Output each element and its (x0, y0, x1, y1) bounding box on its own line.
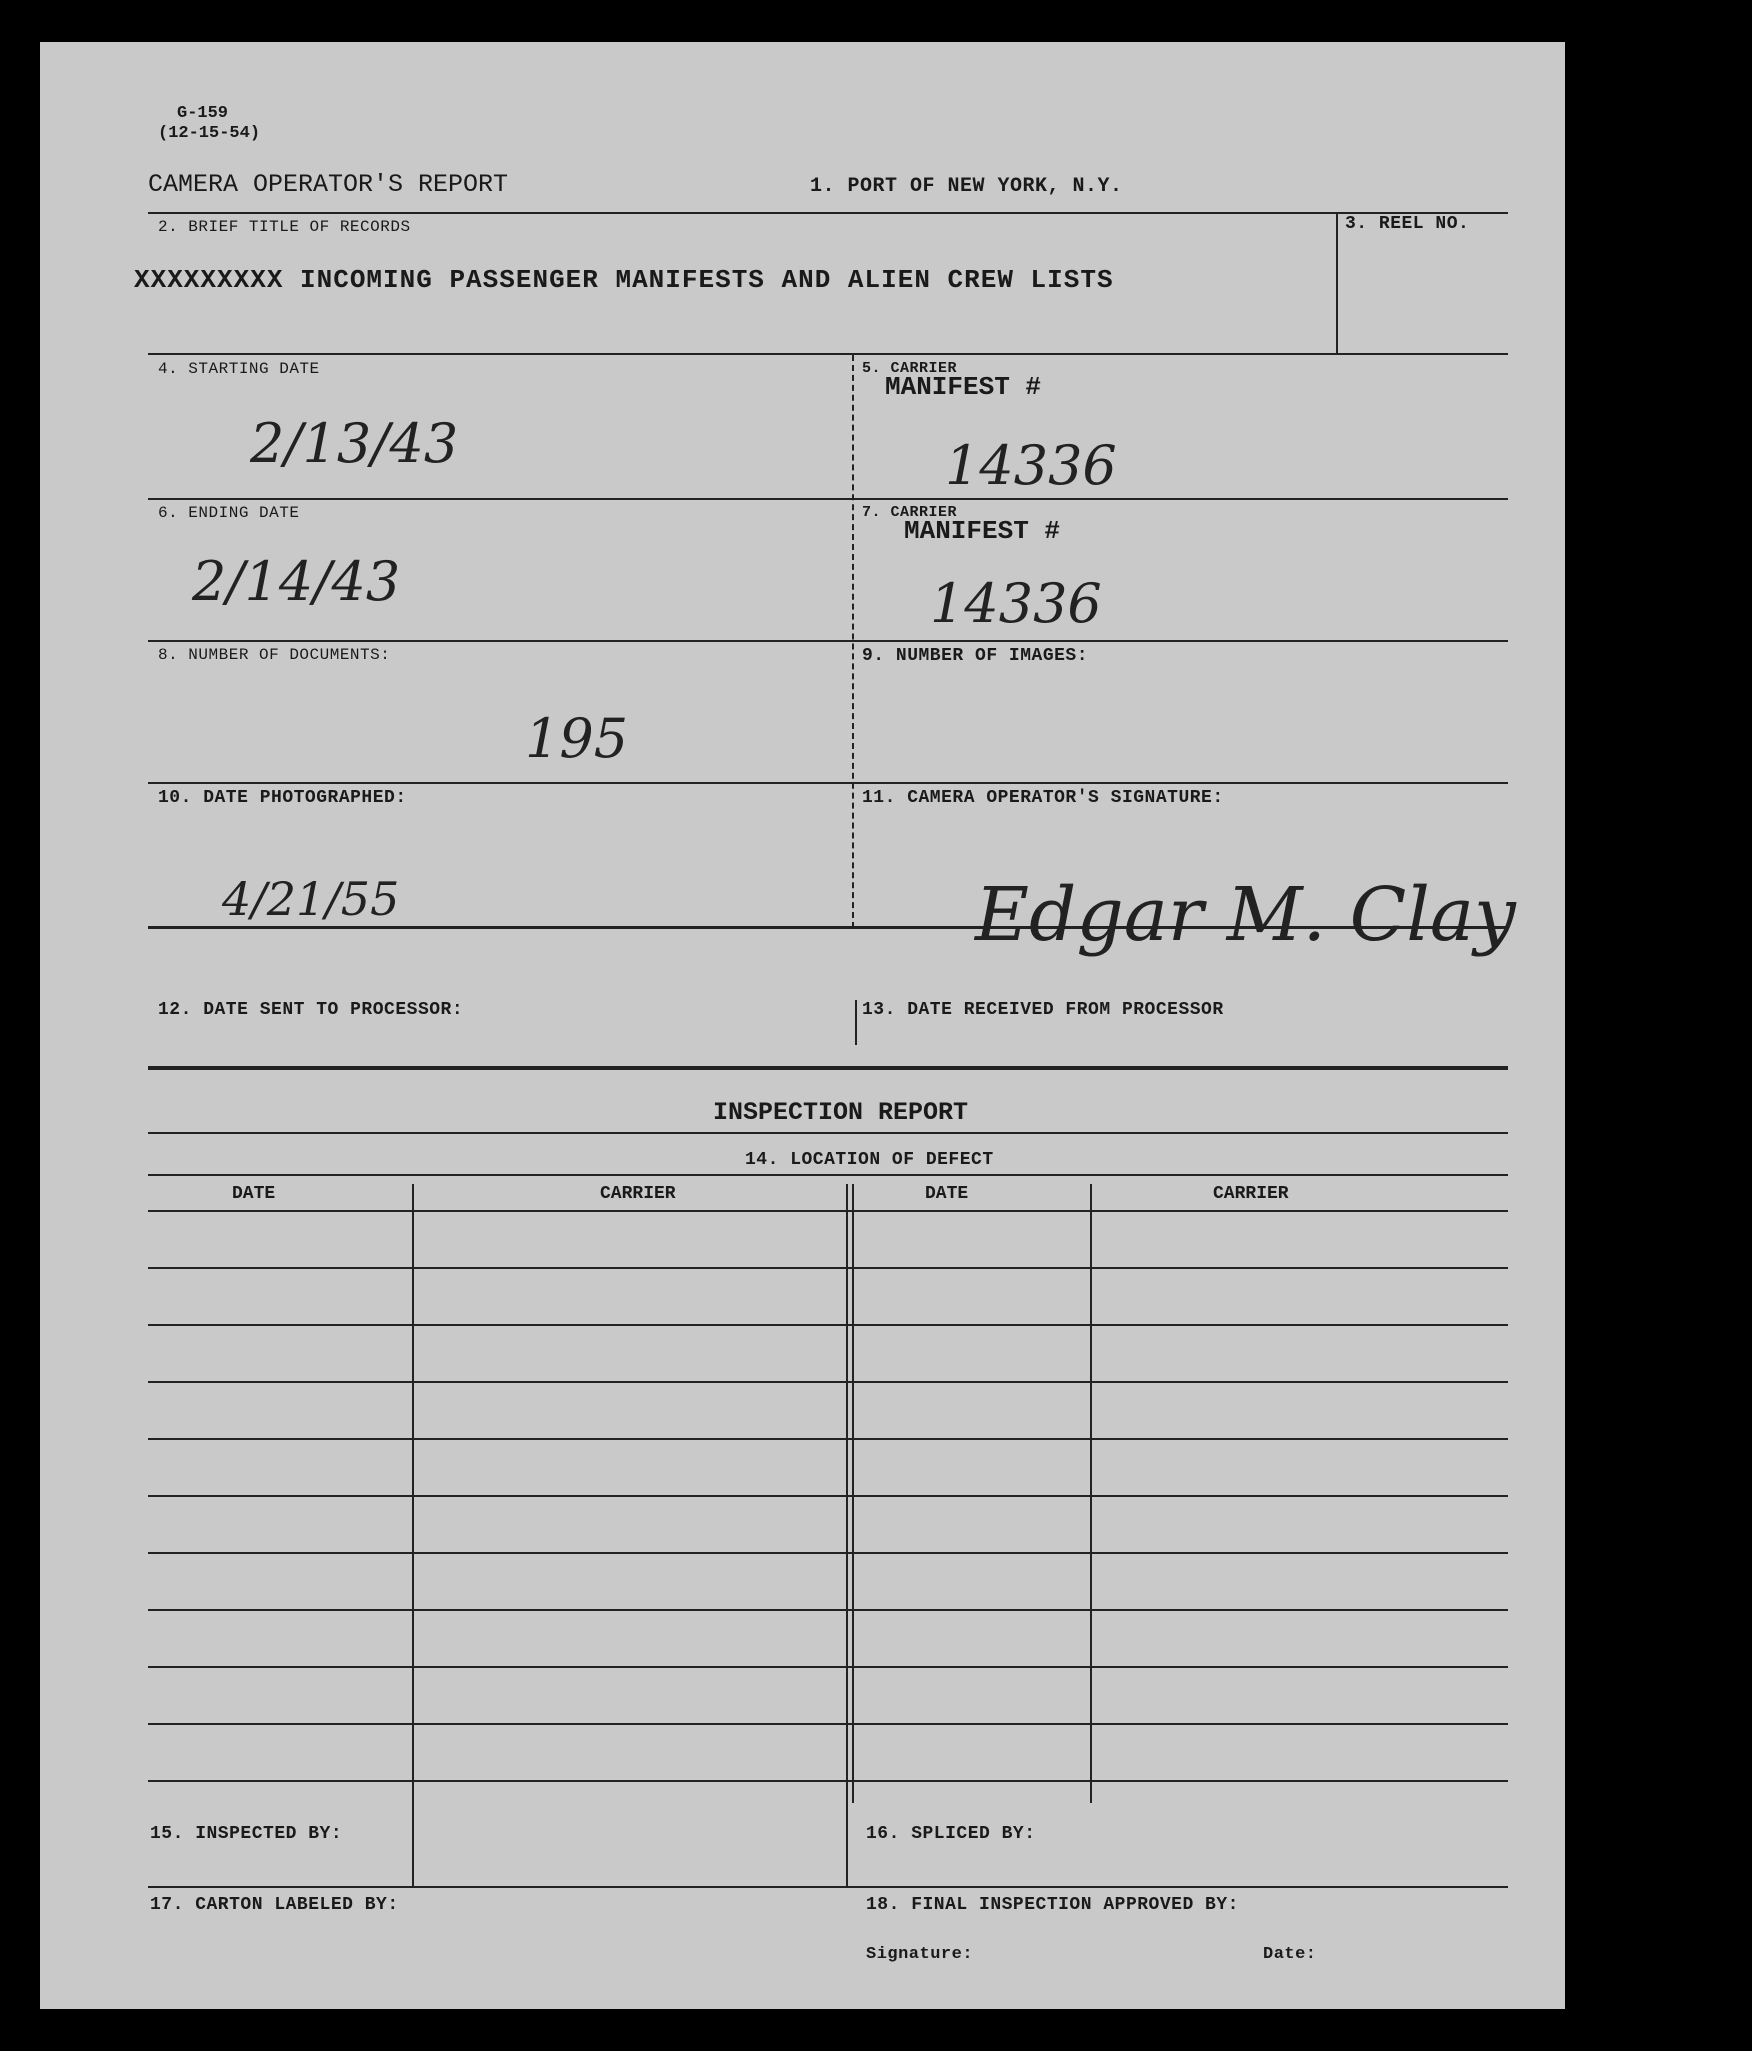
date-photographed-value: 4/21/55 (222, 872, 400, 926)
divider (148, 1066, 1508, 1070)
form-title: CAMERA OPERATOR'S REPORT (148, 170, 509, 199)
date-sent-label: 12. DATE SENT TO PROCESSOR: (158, 1000, 464, 1020)
table-row (148, 1438, 1508, 1440)
table-row (148, 1324, 1508, 1326)
date-received-label: 13. DATE RECEIVED FROM PROCESSOR (862, 1000, 1224, 1020)
divider (852, 1184, 854, 1803)
signature-label: 11. CAMERA OPERATOR'S SIGNATURE: (862, 788, 1224, 808)
divider (148, 782, 1508, 784)
divider (148, 353, 1508, 355)
divider (148, 1132, 1508, 1134)
starting-date-value: 2/13/43 (250, 412, 459, 475)
carrier7-value: 14336 (930, 572, 1102, 635)
col-header-carrier: CARRIER (1213, 1184, 1289, 1204)
col-header-date: DATE (925, 1184, 969, 1204)
table-row (148, 1609, 1508, 1611)
col-header-carrier: CARRIER (600, 1184, 676, 1204)
table-row (148, 1210, 1508, 1212)
port-label: 1. PORT OF NEW YORK, N.Y. (810, 175, 1123, 198)
ending-date-label: 6. ENDING DATE (158, 504, 300, 522)
table-row (148, 1495, 1508, 1497)
divider (148, 1174, 1508, 1176)
carrier5-label: 5. CARRIER (862, 360, 958, 377)
form-revision: (12-15-54) (158, 124, 261, 143)
table-row (148, 1666, 1508, 1668)
divider (148, 212, 1508, 214)
location-label: 14. LOCATION OF DEFECT (745, 1150, 994, 1170)
col-header-date: DATE (232, 1184, 276, 1204)
divider (148, 1886, 1508, 1888)
divider (148, 926, 1508, 929)
inspection-title: INSPECTION REPORT (713, 1098, 969, 1127)
divider (1336, 212, 1338, 355)
final-signature-label: Signature: (866, 1945, 974, 1964)
form-page (40, 42, 1565, 2009)
brief-title-label: 2. BRIEF TITLE OF RECORDS (158, 218, 411, 236)
table-row (148, 1552, 1508, 1554)
ending-date-value: 2/14/43 (192, 550, 401, 613)
divider (1090, 1184, 1092, 1803)
form-code: G-159 (177, 104, 229, 123)
table-row (148, 1723, 1508, 1725)
spliced-by-label: 16. SPLICED BY: (866, 1824, 1036, 1844)
reel-label: 3. REEL NO. (1345, 214, 1470, 234)
carrier7-label: 7. CARRIER (862, 504, 958, 521)
carrier5-typed: MANIFEST # (885, 372, 1042, 402)
num-docs-value: 195 (525, 707, 629, 770)
carrier5-value: 14336 (945, 434, 1117, 497)
table-row (148, 1780, 1508, 1782)
operator-signature: Edgar M. Clay (975, 872, 1516, 958)
divider (148, 640, 1508, 642)
divider (148, 498, 1508, 500)
date-photographed-label: 10. DATE PHOTOGRAPHED: (158, 788, 407, 808)
inspected-by-label: 15. INSPECTED BY: (150, 1824, 343, 1844)
table-row (148, 1381, 1508, 1383)
brief-title-value: XXXXXXXXX INCOMING PASSENGER MANIFESTS AND ALIEN CREW LISTS (134, 265, 1114, 295)
final-date-label: Date: (1263, 1945, 1317, 1964)
carrier7-typed: MANIFEST # (904, 516, 1061, 546)
num-docs-label: 8. NUMBER OF DOCUMENTS: (158, 646, 391, 664)
final-inspection-label: 18. FINAL INSPECTION APPROVED BY: (866, 1895, 1239, 1915)
num-images-label: 9. NUMBER OF IMAGES: (862, 646, 1089, 666)
carton-labeled-label: 17. CARTON LABELED BY: (150, 1895, 399, 1915)
divider (855, 1000, 857, 1045)
table-row (148, 1267, 1508, 1269)
starting-date-label: 4. STARTING DATE (158, 360, 320, 378)
